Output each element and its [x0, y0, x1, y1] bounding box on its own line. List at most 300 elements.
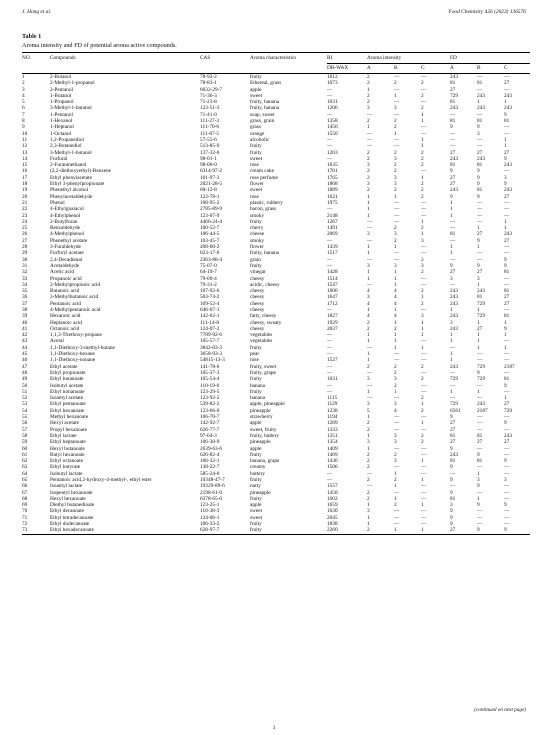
table-cell: 243	[450, 325, 458, 332]
table-cell: 2	[367, 477, 370, 483]
table-cell: 2639-63-6	[200, 445, 223, 452]
table-cell: 1	[477, 319, 480, 326]
table-cell: 81	[450, 99, 456, 106]
table-cell: 2	[394, 187, 397, 194]
table-cell: —	[394, 256, 400, 263]
table-cell: 1238	[327, 407, 338, 414]
table-cell: 2	[394, 502, 397, 509]
table-cell: —	[421, 451, 427, 458]
table-caption	[22, 32, 177, 50]
table-cell: apple	[250, 420, 262, 427]
table-cell: —	[421, 338, 427, 345]
table-cell: 142-92-7	[200, 420, 220, 427]
table-cell: 1	[367, 521, 370, 528]
table-cell: 81	[450, 80, 456, 87]
table-cell: cheesy	[250, 325, 265, 332]
table-cell: nutty	[250, 483, 261, 490]
table-cell: 1,2-Propanediol	[50, 136, 84, 143]
table-cell: 81	[477, 294, 483, 301]
table-cell: 2	[367, 80, 370, 87]
table-cell: —	[477, 357, 483, 364]
table-cell: —	[450, 470, 456, 477]
table-cell: 27	[504, 149, 510, 156]
table-cell: 27	[477, 149, 483, 156]
table-cell: 64	[22, 470, 28, 477]
table-cell: 729	[450, 376, 458, 383]
table-cell: —	[327, 206, 333, 213]
table-cell: 1289	[327, 420, 338, 427]
table-cell: 1	[367, 206, 370, 213]
table-cell: 1621	[327, 193, 338, 200]
table-cell: Isobutyl acetate	[50, 382, 84, 389]
table-cell: fruity	[250, 495, 262, 502]
table-cell: 2	[22, 80, 25, 87]
table-cell: grain	[250, 256, 261, 263]
table-cell: —	[477, 218, 483, 225]
table-cell: 81	[450, 162, 456, 169]
table-cell: alcoholic	[250, 136, 270, 143]
table-cell: —	[367, 369, 373, 376]
table-cell: 13	[22, 149, 28, 156]
table-cell: 97-64-3	[200, 432, 217, 439]
table-cell: —	[504, 514, 510, 521]
table-cell: 1	[421, 294, 424, 301]
table-cell: 729	[450, 92, 458, 99]
table-cell: 23	[22, 212, 28, 219]
table-cell: 20	[22, 193, 28, 200]
table-cell: —	[421, 124, 427, 131]
table-cell: 1	[450, 338, 453, 345]
table-cell: Hexyl acetate	[50, 420, 79, 427]
table-cell: —	[504, 168, 510, 175]
table-cell: 55	[22, 414, 28, 421]
table-cell: 27	[450, 149, 456, 156]
table-cell: 60	[22, 445, 28, 452]
table-cell: grass	[250, 124, 261, 131]
table-cell: fruity	[250, 218, 262, 225]
table-cell: —	[450, 143, 456, 150]
table-cell: 63	[22, 464, 28, 471]
table-cell: —	[367, 136, 373, 143]
table-cell: 1	[367, 212, 370, 219]
table-cell: —	[394, 111, 400, 118]
table-cell: fruity, banana	[250, 250, 280, 257]
table-cell: —	[421, 489, 427, 496]
table-cell: —	[327, 237, 333, 244]
table-cell: 105-57-7	[200, 338, 220, 345]
continued-note: (continued on next page)	[474, 707, 526, 713]
table-cell: 62	[22, 458, 28, 465]
table-cell: 1600	[327, 288, 338, 295]
table-cell: 27	[477, 269, 483, 276]
table-cell: 1	[450, 212, 453, 219]
table-cell: 9	[504, 502, 507, 509]
table-cell: 243	[450, 313, 458, 320]
table-cell: 71-23-8	[200, 99, 217, 106]
table-cell: 24	[22, 218, 28, 225]
table-cell: 1	[477, 338, 480, 345]
table-cell: 1	[394, 92, 397, 99]
table-cell: 29	[22, 250, 28, 257]
table-cell: 3	[394, 432, 397, 439]
table-cell: 9	[504, 458, 507, 465]
table-cell: 79-31-2	[200, 281, 217, 288]
table-cell: 67	[22, 489, 28, 496]
table-cell: —	[504, 521, 510, 528]
table-cell: 1	[394, 281, 397, 288]
table-cell: —	[504, 451, 510, 458]
table-cell: 1	[394, 244, 397, 251]
table-cell: —	[504, 281, 510, 288]
table-cell: —	[504, 244, 510, 251]
table-cell: 60-12-8	[200, 187, 217, 194]
table-cell: —	[394, 206, 400, 213]
running-header	[22, 9, 526, 19]
table-cell: —	[394, 136, 400, 143]
table-cell: 2187	[477, 407, 488, 414]
table-cell: Diethyl butanedioate	[50, 502, 95, 509]
table-cell: —	[421, 86, 427, 93]
table-cell: 81	[504, 269, 510, 276]
table-cell: —	[367, 237, 373, 244]
table-cell: 81	[477, 432, 483, 439]
table-cell: rose	[250, 162, 259, 169]
table-cell: 1,1-Diethoxy-hexane	[50, 351, 95, 358]
table-cell: 2	[394, 363, 397, 370]
table-cell: 3	[367, 294, 370, 301]
table-cell: 81	[504, 118, 510, 125]
table-cell: 56	[22, 420, 28, 427]
table-cell: Phenethyl acetate	[50, 237, 88, 244]
table-cell: 124-07-2	[200, 325, 220, 332]
table-cell: 1012	[327, 74, 338, 80]
table-cell: —	[327, 369, 333, 376]
table-cell: —	[504, 426, 510, 433]
table-cell: 27	[477, 325, 483, 332]
table-cell: 19	[22, 187, 28, 194]
table-cell: 2	[394, 325, 397, 332]
table-cell: —	[450, 369, 456, 376]
table-cell: Ethyl decanoate	[50, 508, 84, 515]
table-cell: 4	[22, 92, 25, 99]
table-cell: —	[504, 124, 510, 131]
table-cell: 1	[367, 193, 370, 200]
table-cell: 107-92-6	[200, 288, 220, 295]
table-cell: 1	[367, 199, 370, 206]
table-cell: Pentanoic acid,2-hydroxy-4-methyl-, ethyl ester	[50, 477, 152, 483]
table-cell: 1647	[327, 294, 338, 301]
table-cell: 1-Octanol	[50, 130, 72, 137]
table-cell: —	[394, 414, 400, 421]
table-cell: Ethyl acetate	[50, 363, 78, 370]
table-cell: —	[504, 250, 510, 257]
table-cell: 1491	[327, 225, 338, 232]
table-cell: 1	[504, 225, 507, 232]
table-cell: 729	[477, 313, 485, 320]
table-cell: —	[367, 470, 373, 477]
table-cell: 1194	[327, 414, 338, 421]
table-cell: —	[504, 212, 510, 219]
table-cell: Hexanoic acid	[50, 313, 81, 320]
table-cell: —	[504, 74, 510, 80]
table-cell: —	[504, 495, 510, 502]
table-cell: 4-Ethylguaiacol	[50, 206, 84, 213]
col-no: NO.	[22, 53, 50, 64]
table-cell: —	[327, 388, 333, 395]
table-cell: 2	[421, 181, 424, 188]
table-cell: 3	[367, 508, 370, 515]
table-cell: 106-33-2	[200, 521, 220, 528]
table-cell: cheese	[250, 231, 265, 238]
table-cell: 2785-89-9	[200, 206, 223, 213]
table-cell: 3	[477, 275, 480, 282]
table-cell: 1659	[327, 502, 338, 509]
table-cell: 3	[394, 439, 397, 446]
table-cell: Phenylacetaldehyde	[50, 193, 93, 200]
table-cell: 1	[477, 388, 480, 395]
table-cell: 2	[367, 495, 370, 502]
table-cell: 626-77-7	[200, 426, 220, 433]
table-cell: 2	[367, 168, 370, 175]
table-cell: 2	[421, 162, 424, 169]
table-cell: 9	[504, 155, 507, 162]
table-cell: —	[504, 130, 510, 137]
table-cell: 1	[421, 401, 424, 408]
table-cell: —	[327, 256, 333, 263]
table-cell: Heptanoic acid	[50, 319, 82, 326]
table-cell: 8	[22, 118, 25, 125]
col-intensity: Aroma intensity	[367, 53, 450, 64]
table-cell: 7	[22, 111, 25, 118]
table-cell: 54	[22, 407, 28, 414]
table-cell: 9	[477, 124, 480, 131]
table-cell: Ethereal, grass	[250, 80, 282, 87]
table-cell: 1630	[327, 508, 338, 515]
table-cell: 2	[421, 439, 424, 446]
table-cell: 243	[450, 187, 458, 194]
table-cell: 142-62-1	[200, 313, 220, 320]
table-cell: —	[421, 369, 427, 376]
table-cell: pineapple	[250, 439, 271, 446]
table-cell: 35	[22, 288, 28, 295]
table-cell: 14	[22, 155, 28, 162]
table-cell: 3	[367, 262, 370, 269]
header-journal: Food Chemistry 426 (2023) 136576	[448, 9, 526, 15]
table-cell: 1	[477, 344, 480, 351]
table-cell: Pentanoic acid	[50, 300, 82, 307]
table-cell: bacon, grass	[250, 206, 277, 213]
table-cell: fruity, banana	[250, 105, 280, 112]
table-cell: 27	[477, 231, 483, 238]
table-cell: 585-24-0	[200, 470, 220, 477]
table-cell: 2	[394, 168, 397, 175]
table-cell: 106-30-9	[200, 439, 220, 446]
table-cell: 9	[450, 193, 453, 200]
table-cell: 1	[504, 143, 507, 150]
table-cell: 9	[477, 168, 480, 175]
table-cell: 12	[22, 143, 28, 150]
table-cell: 36	[22, 294, 28, 301]
table-cell: —	[504, 338, 510, 345]
table-cell: 71-41-0	[200, 111, 217, 118]
table-cell: fruity	[250, 149, 262, 156]
table-cell: —	[367, 143, 373, 150]
table-cell: —	[394, 489, 400, 496]
table-cell: —	[477, 445, 483, 452]
table-cell: Furfural	[50, 155, 68, 162]
table-cell: 1354	[327, 439, 338, 446]
table-cell: 3	[421, 313, 424, 320]
table-cell: —	[421, 445, 427, 452]
table-cell: —	[477, 256, 483, 263]
table-cell: 4	[394, 313, 397, 320]
table-cell: 27	[450, 181, 456, 188]
table-cell: —	[477, 206, 483, 213]
table-cell: —	[421, 74, 427, 80]
table-cell: 2-Butylfuran	[50, 218, 78, 225]
table-cell: —	[421, 495, 427, 502]
table-cell: —	[394, 508, 400, 515]
table-cell: 4	[367, 300, 370, 307]
table-cell: 3842-03-3	[200, 344, 223, 351]
table-cell: 1	[367, 332, 370, 339]
table-cell: 2	[367, 363, 370, 370]
table-cell: 9	[504, 420, 507, 427]
table-cell: 1436	[327, 458, 338, 465]
table-cell: 1	[367, 351, 370, 358]
table-cell: 81	[477, 458, 483, 465]
table-cell: —	[394, 445, 400, 452]
table-cell: 1409	[327, 451, 338, 458]
table-cell: 110-38-3	[200, 508, 220, 515]
table-cell: 123-51-3	[200, 105, 220, 112]
table-cell: Hexyl hexanoate	[50, 495, 86, 502]
table-cell: 9	[477, 181, 480, 188]
table-cell: fruity	[250, 344, 262, 351]
table-cell: —	[421, 206, 427, 213]
table-cell: 2	[421, 407, 424, 414]
table-cell: —	[504, 369, 510, 376]
table-cell: 1	[504, 332, 507, 339]
table-cell: 1	[477, 225, 480, 232]
table-cell: 1409	[327, 445, 338, 452]
table-cell: 64-19-7	[200, 269, 217, 276]
table-cell: 27	[504, 80, 510, 87]
table-cell: 81	[477, 80, 483, 87]
table-cell: —	[504, 464, 510, 471]
table-cell: 1	[450, 332, 453, 339]
table-cell: 2037	[327, 325, 338, 332]
table-cell: 3	[450, 502, 453, 509]
table-cell: 1	[477, 281, 480, 288]
table-cell: —	[421, 382, 427, 389]
table-cell: —	[477, 426, 483, 433]
table-cell: 81	[477, 187, 483, 194]
table-cell: —	[327, 338, 333, 345]
table-cell: 98-01-1	[200, 155, 217, 162]
table-cell: 3-Methyl-1-butanol	[50, 149, 92, 156]
table-cell: 1	[22, 74, 25, 80]
table-cell: 1514	[327, 275, 338, 282]
table-cell: —	[367, 395, 373, 402]
table-cell: 2069	[327, 231, 338, 238]
table-cell: cheesy	[250, 275, 265, 282]
table-cell: 1	[477, 306, 480, 313]
table-cell: 4-Methylphenol	[50, 231, 85, 238]
table-cell: —	[421, 212, 427, 219]
table-cell: 30	[22, 256, 28, 263]
table-cell: 1203	[327, 149, 338, 156]
table-cell: 101-97-3	[200, 174, 220, 181]
table-cell: 2	[394, 162, 397, 169]
table-cell: apple	[250, 445, 262, 452]
table-cell: —	[367, 344, 373, 351]
table-cell: —	[327, 363, 333, 370]
table-cell: 1	[394, 338, 397, 345]
table-cell: —	[504, 483, 510, 490]
table-cell: 6561	[450, 407, 461, 414]
table-cell: Acetal	[50, 338, 64, 345]
table-cell: 1	[450, 388, 453, 395]
table-cell: —	[450, 483, 456, 490]
table-cell: —	[327, 306, 333, 313]
table-cell: 2198-61-0	[200, 489, 223, 496]
col-fd: FD	[450, 53, 530, 64]
table-cell: —	[504, 489, 510, 496]
table-cell: rose	[250, 193, 259, 200]
table-cell: 1073	[327, 80, 338, 87]
table-cell: 9	[477, 174, 480, 181]
table-cell: 3	[450, 319, 453, 326]
table-cell: 3	[394, 155, 397, 162]
table-cell: 3	[504, 174, 507, 181]
table-cell: 2	[394, 477, 397, 483]
table-cell: Isoamyl lactate	[50, 483, 83, 490]
table-cell: Acetaldehyde	[50, 262, 80, 269]
table-cell: 6032-29-7	[200, 86, 223, 93]
table-cell: —	[421, 414, 427, 421]
table-cell: 2	[421, 155, 424, 162]
table-cell: 1,1,3-Triethoxy-propane	[50, 332, 102, 339]
table-cell: Ethyl octanoate	[50, 458, 84, 465]
table-cell: Ethyl butyrate	[50, 464, 81, 471]
table-cell: 1	[367, 86, 370, 93]
table-cell: 38	[22, 306, 28, 313]
table-cell: 623-17-6	[200, 250, 220, 257]
table-cell: sweet	[250, 92, 263, 99]
table-cell: 1	[367, 388, 370, 395]
table-cell: —	[477, 212, 483, 219]
table-cell: 1333	[327, 426, 338, 433]
table-cell: 2	[394, 225, 397, 232]
table-cell: 3	[477, 477, 480, 483]
table-cell: 110-19-0	[200, 382, 220, 389]
table-cell: 43	[22, 338, 28, 345]
table-cell: 81	[450, 432, 456, 439]
table-cell: 49	[22, 376, 28, 383]
table-cell: 498-60-2	[200, 244, 220, 251]
table-cell: 1	[450, 250, 453, 257]
table-cell: —	[477, 414, 483, 421]
table-cell: 68	[22, 495, 28, 502]
table-cell: 81	[504, 288, 510, 295]
table-cell: vegetables	[250, 338, 273, 345]
table-cell: 57	[22, 426, 28, 433]
table-cell: fruity	[250, 388, 262, 395]
table-cell: 2	[367, 187, 370, 194]
table-cell: 2045	[327, 514, 338, 521]
table-cell: 27	[22, 237, 28, 244]
